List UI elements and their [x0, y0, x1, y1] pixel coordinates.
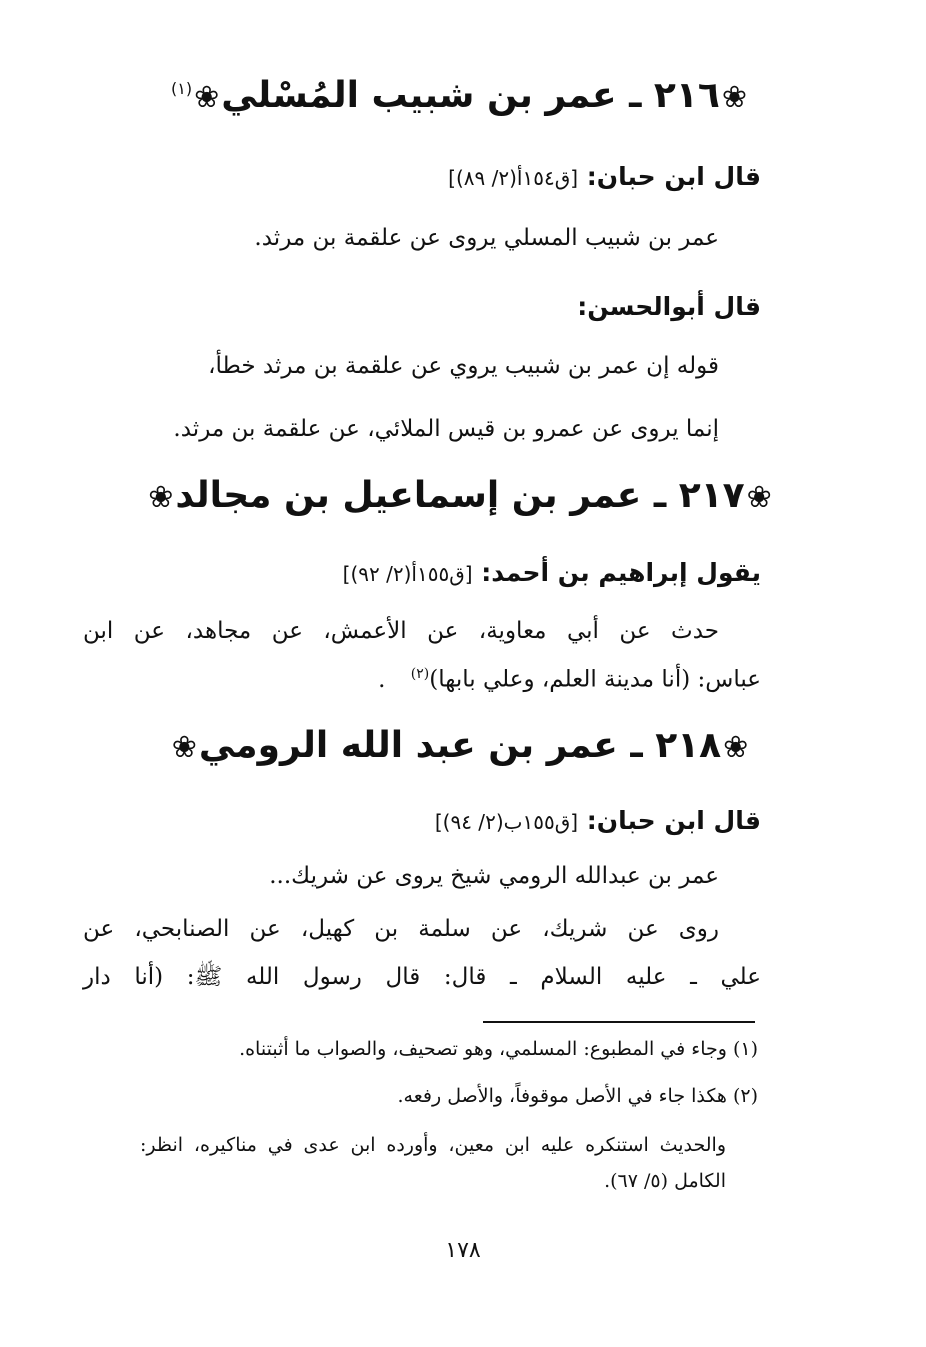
- source-label-217: [343, 558, 761, 587]
- heading-text: ٢١٦ ـ عمر بن شبيب المُسْلي: [221, 75, 720, 116]
- footnote-divider: [483, 1021, 755, 1023]
- source-label-text: قال ابن حبان:: [586, 806, 761, 835]
- entry-text-line: علي ـ عليه السلام ـ قال: قال رسول الله ﷺ: (أنا دار: [83, 964, 761, 990]
- footnote-marker: (١): [171, 79, 193, 98]
- heading-text: ٢١٧ ـ عمر بن إسماعيل بن مجالد: [175, 475, 745, 516]
- entry-text-line: عمر بن شبيب المسلي يروى عن علقمة بن مرثد.: [254, 225, 719, 251]
- comment-label: قال أبوالحسن:: [577, 292, 761, 321]
- footnote-marker: (٢): [410, 666, 430, 682]
- footnote-1: (١) وجاء في المطبوع: المسلمي، وهو تصحيف، والصواب ما أثبتناه.: [239, 1038, 758, 1060]
- ornament-icon: ❀: [723, 730, 749, 765]
- source-reference: [ق١٥٤أ(٢/ ٨٩)]: [448, 166, 579, 190]
- source-label-text: قال ابن حبان:: [586, 162, 761, 191]
- entry-heading-216: [80, 75, 840, 116]
- ornament-icon: ❀: [148, 480, 174, 515]
- ornament-icon: ❀: [721, 80, 747, 115]
- entry-heading-217: [80, 475, 840, 516]
- entry-text-line: [378, 666, 761, 693]
- ornament-icon: ❀: [194, 80, 220, 115]
- source-label-218: [435, 806, 761, 835]
- ornament-icon: ❀: [746, 480, 772, 515]
- footnote-2: (٢) هكذا جاء في الأصل موقوفاً، والأصل رفعه.: [397, 1085, 758, 1107]
- source-label-216: [448, 162, 761, 191]
- quote-text: عباس: (أنا مدينة العلم، وعلي بابها): [429, 666, 761, 693]
- entry-heading-218: [80, 725, 840, 766]
- footnote-2-continuation: والحديث استنكره عليه ابن معين، وأورده ابن عدى في مناكيره، انظر:: [140, 1134, 726, 1156]
- source-reference: [ق١٥٥أ(٢/ ٩٢)]: [342, 562, 473, 586]
- page-number: ١٧٨: [445, 1238, 481, 1263]
- source-reference: [ق١٥٥ب(٢/ ٩٤)]: [434, 810, 579, 834]
- comment-text-line: قوله إن عمر بن شبيب يروي عن علقمة بن مرثد خطأ،: [208, 353, 719, 379]
- entry-text-line: حدث عن أبي معاوية، عن الأعمش، عن مجاهد، عن ابن: [83, 618, 719, 644]
- footnote-2-continuation: الكامل (٥/ ٦٧).: [604, 1170, 726, 1192]
- entry-text-line: عمر بن عبدالله الرومي شيخ يروى عن شريك...: [269, 863, 719, 889]
- source-label-text: يقول إبراهيم بن أحمد:: [481, 558, 761, 587]
- period: .: [378, 666, 386, 693]
- comment-text-line: إنما يروى عن عمرو بن قيس الملائي، عن علقمة بن مرثد.: [173, 416, 719, 442]
- entry-text-line: روى عن شريك، عن سلمة بن كهيل، عن الصنابحي، عن: [83, 916, 719, 942]
- ornament-icon: ❀: [171, 730, 197, 765]
- heading-text: ٢١٨ ـ عمر بن عبد الله الرومي: [198, 725, 722, 766]
